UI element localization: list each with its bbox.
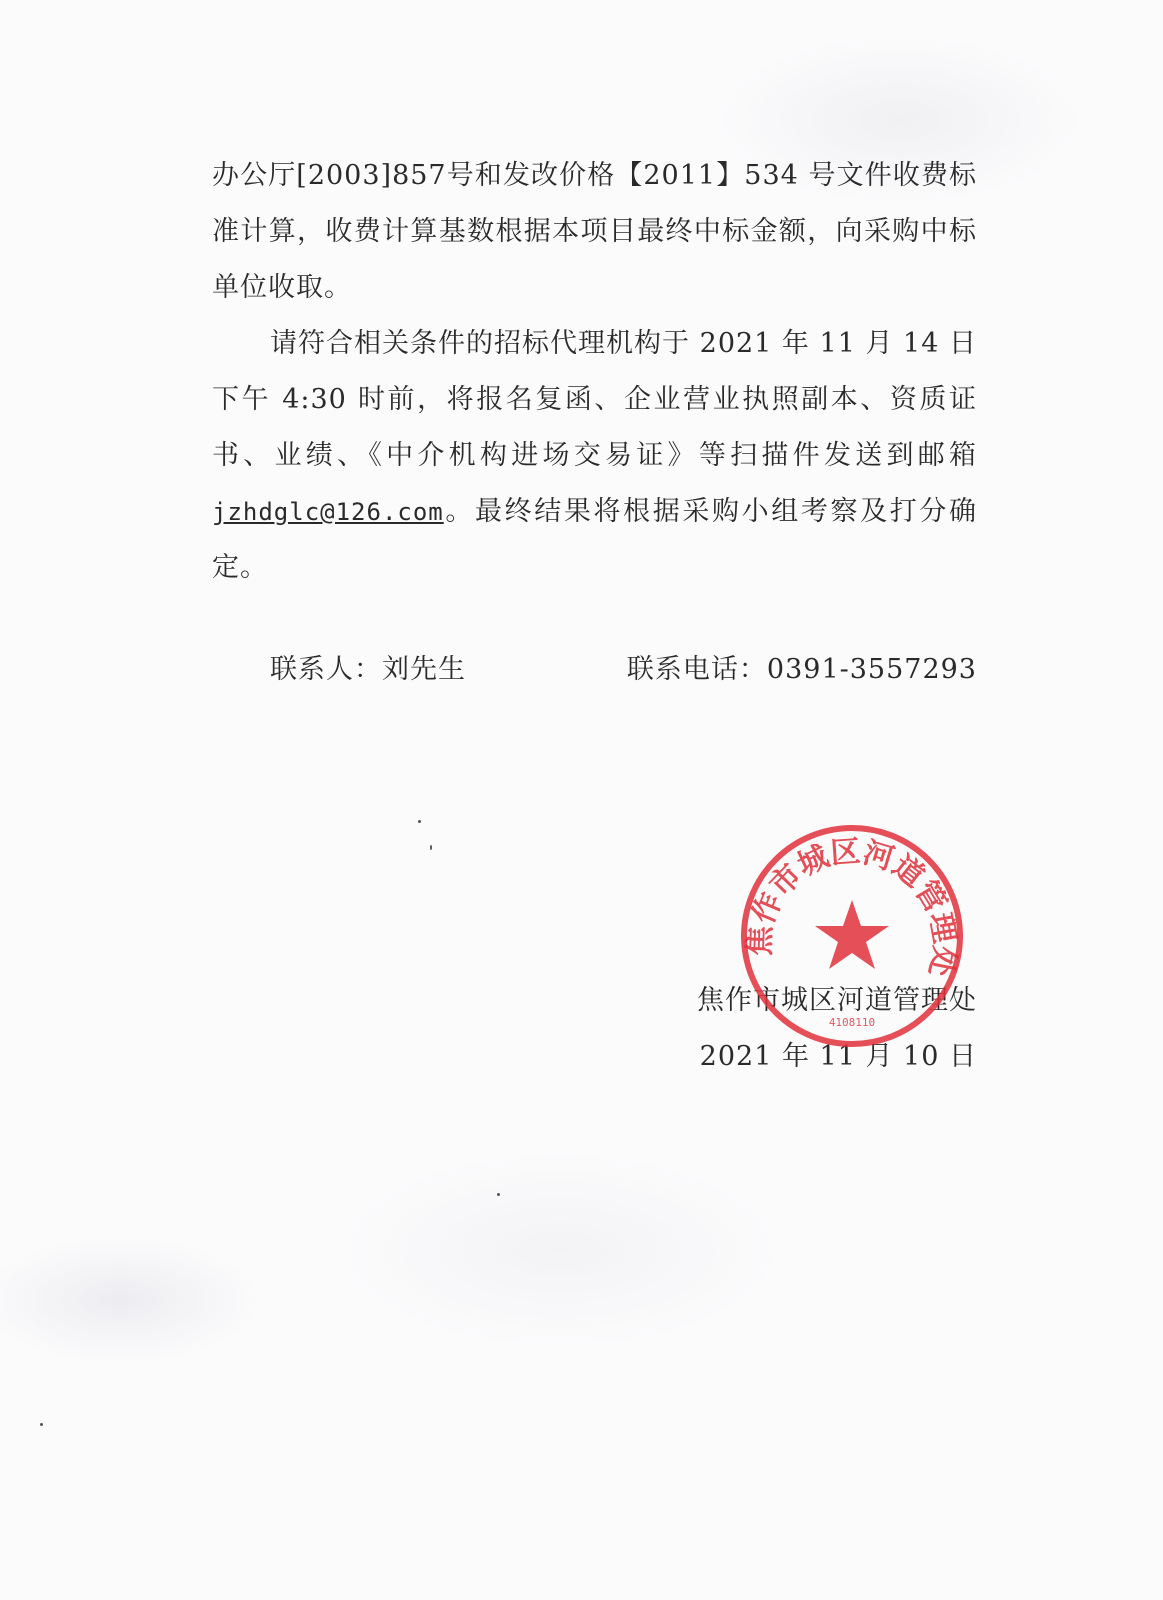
seal-number: 4108110 (828, 1016, 876, 1029)
scan-speck (40, 1423, 43, 1426)
contact-phone: 联系电话：0391-3557293 (626, 654, 977, 685)
signature-organization: 焦作市城区河道管理处 (697, 985, 977, 1016)
submission-paragraph (212, 316, 977, 596)
contact-person: 联系人：刘先生 (270, 654, 466, 685)
seal-star-icon (815, 900, 889, 969)
fee-basis-paragraph: 办公厅[2003]857号和发改价格【2011】534 号文件收费标准计算，收费计算基数根据本项目最终中标金额，向采购中标单位收取。 (212, 160, 977, 303)
official-seal (738, 822, 966, 1050)
document-body (212, 148, 977, 596)
scan-speck (430, 845, 432, 850)
submission-text: 请符合相关条件的招标代理机构于 2021 年 11 月 14 日下午 4:30 时前，将报名复函、企业营业执照副本、资质证书、业绩、《中介机构进场交易证》等扫描件发送到邮箱 (212, 328, 977, 471)
contact-row (212, 642, 977, 698)
seal-text: 焦作市城区河道管理处 (742, 834, 962, 980)
signature-date: 2021 年 11 月 10 日 (699, 1041, 977, 1072)
scan-speck (497, 1193, 500, 1196)
email-link[interactable]: jzhdglc@126.com (212, 498, 444, 526)
submission-text-end: 。最终结果将根据采购小组考察及打分确定。 (212, 496, 977, 583)
scan-speck (418, 820, 421, 823)
